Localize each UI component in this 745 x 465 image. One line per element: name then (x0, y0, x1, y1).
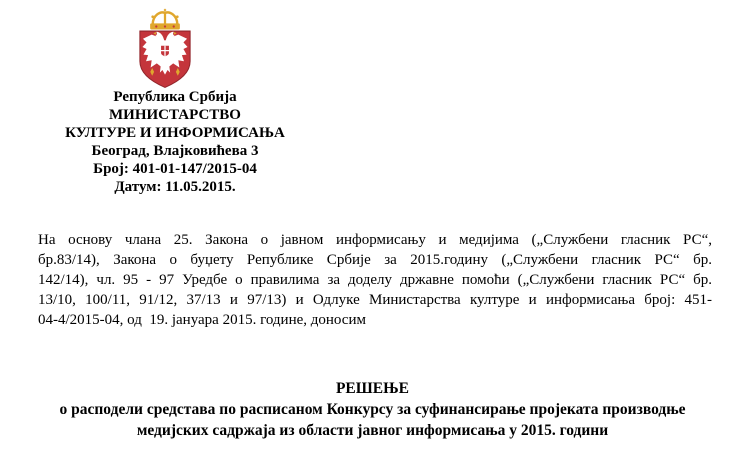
letterhead-address: Београд, Влајковићева 3 (91, 143, 259, 159)
crown-icon (150, 9, 180, 30)
letterhead-number: Број: 401-01-147/2015-04 (93, 161, 257, 177)
decision-subtitle-line-1: о расподели средстава по расписаном Конкурсу за суфинансирање пројеката производње (59, 401, 686, 418)
intro-line-2: бр.83/14), Закона о буџету Републике Србије за 2015.годину („Службени гласник РС“ бр. (38, 252, 712, 268)
chest-cross-shield (161, 45, 170, 56)
letterhead-date: Датум: 11.05.2015. (114, 179, 236, 195)
letterhead-country: Република Србија (113, 89, 237, 105)
intro-line-1: На основу члана 25. Закона о јавном информисању и медијима („Службени гласник РС“, (38, 232, 712, 248)
intro-line-5: 04-4/2015-04, од 19. јануара 2015. године, доносим (38, 312, 366, 328)
decision-title: РЕШЕЊЕ (335, 380, 410, 397)
letterhead (50, 88, 300, 196)
intro-line-4: 13/10, 100/11, 91/12, 37/13 и 97/13) и Одлуке Министарства културе и информисања број: 451- (38, 292, 712, 308)
intro-line-3: 142/14), чл. 95 - 97 Уредбе о правилима за доделу државне помоћи („Службени гласник РС“ бр. (38, 272, 712, 288)
serbia-coat-of-arms (138, 8, 192, 90)
decision-heading (0, 378, 745, 441)
letterhead-ministry-line2: КУЛТУРЕ И ИНФОРМИСАЊА (65, 125, 285, 141)
intro-paragraph (38, 230, 712, 330)
letterhead-ministry-line1: МИНИСТАРСТВО (109, 107, 241, 123)
decision-subtitle-line-2: медијских садржаја из области јавног информисања у 2015. години (136, 422, 609, 439)
